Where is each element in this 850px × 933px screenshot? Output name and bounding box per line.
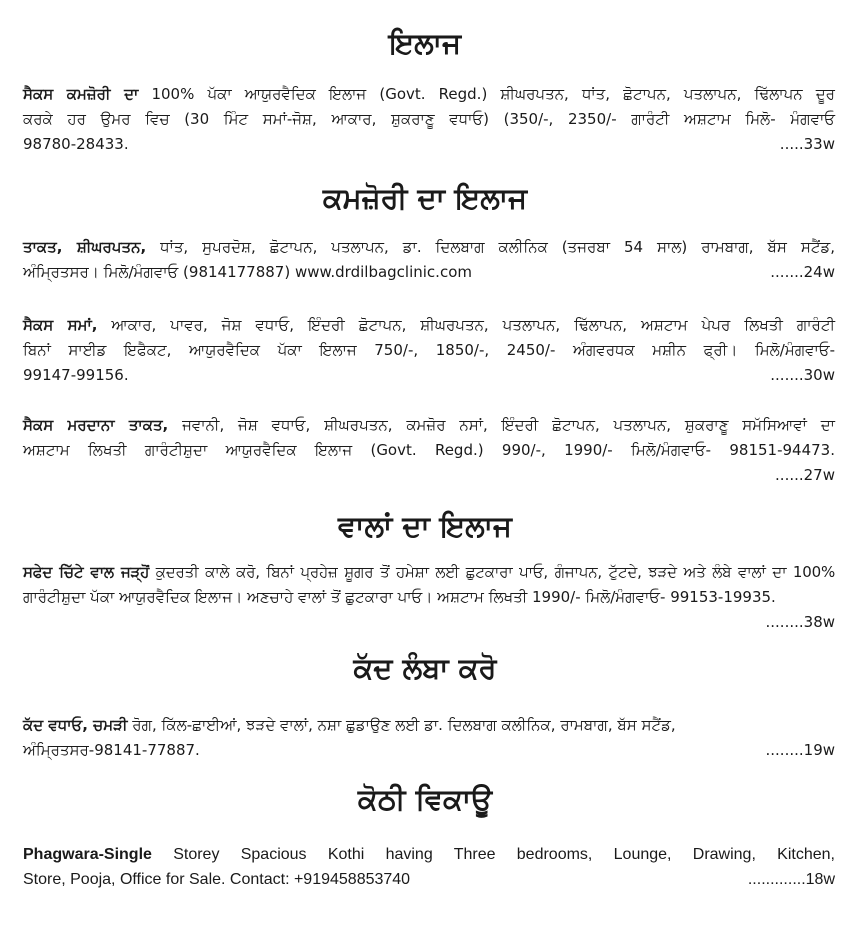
- ad-line: [23, 313, 835, 338]
- ad-lead: ਕੱਦ ਵਧਾਓ, ਚਮੜੀ: [23, 716, 128, 734]
- ad-code: .......24w: [770, 263, 835, 281]
- ad-lead: ਸੈਕਸ ਕਮਜ਼ੋਰੀ ਦਾ: [23, 85, 139, 103]
- ad-code: ........38w: [765, 613, 835, 631]
- ad-line: ਗਾਰੰਟੀਸ਼ੁਦਾ ਪੱਕਾ ਆਯੁਰਵੈਦਿਕ ਇਲਾਜ। ਅਣਚਾਹੇ ਵਾਲਾਂ ਤੋਂ ਛੁਟਕਾਰਾ ਪਾਓ। ਅਸ਼ਟਾਮ ਲਿਖਤੀ 1990/- ਮਿਲੋ/ਮੰਗਵਾਓ- 99153-19935.: [23, 588, 776, 606]
- heading-kamzori-da-ilaj: ਕਮਜ਼ੋਰੀ ਦਾ ਇਲਾਜ: [322, 181, 528, 215]
- ad-line: [23, 363, 835, 388]
- ad-text: ਧਾਂਤ, ਸੁਪਰਦੋਸ਼, ਛੋਟਾਪਨ, ਪਤਲਾਪਨ, ਡਾ. ਦਿਲਬਾਗ ਕਲੀਨਿਕ (ਤਜਰਬਾ 54 ਸਾਲ) ਰਾਮਬਾਗ, ਬੱਸ ਸਟੈਂਡ,: [160, 238, 835, 256]
- ad-line: [23, 713, 835, 738]
- ad-line: [23, 235, 835, 260]
- ad-text: Store, Pooja, Office for Sale. Contact: +919458853740: [23, 871, 411, 888]
- ad-code: ......27w: [775, 466, 835, 484]
- ad-line: [23, 82, 835, 107]
- ad-line: [23, 413, 835, 438]
- classified-ad: [23, 235, 835, 285]
- classified-ad: [23, 713, 835, 763]
- ad-lead: ਸੈਕਸ ਮਰਦਾਨਾ ਤਾਕਤ,: [23, 416, 169, 434]
- classified-ad: [23, 313, 835, 388]
- ad-phone: ਅੰਮ੍ਰਿਤਸਰ-98141-77887.: [23, 741, 200, 759]
- ad-line: [23, 842, 835, 867]
- ad-text: Storey Spacious Kothi having Three bedrooms, Lounge, Drawing, Kitchen,: [173, 846, 835, 863]
- ad-code: .............18w: [747, 871, 835, 888]
- heading-valan-da-ilaj: ਵਾਲਾਂ ਦਾ ਇਲਾਜ: [338, 509, 512, 543]
- ad-lead: ਸੈਕਸ ਸਮਾਂ,: [23, 316, 98, 334]
- ad-line: ਬਿਨਾਂ ਸਾਈਡ ਇਫੈਕਟ, ਆਯੁਰਵੈਦਿਕ ਪੱਕਾ ਇਲਾਜ 750/-, 1850/-, 2450/- ਅੰਗਵਰਧਕ ਮਸ਼ੀਨ ਫ੍ਰੀ। ਮਿਲੋ/ਮੰਗਵਾਓ-: [23, 341, 835, 359]
- ad-text: ਅੰਮ੍ਰਿਤਸਰ। ਮਿਲੋ/ਮੰਗਵਾਓ (9814177887) www.drdilbagclinic.com: [23, 263, 472, 281]
- ad-lead: Phagwara-Single: [23, 846, 152, 863]
- ad-text: ਕੁਦਰਤੀ ਕਾਲੇ ਕਰੋ, ਬਿਨਾਂ ਪ੍ਰਹੇਜ਼ ਸ਼ੂਗਰ ਤੋਂ ਹਮੇਸ਼ਾ ਲਈ ਛੁਟਕਾਰਾ ਪਾਓ, ਗੰਜਾਪਨ, ਟੁੱਟਦੇ, ਝੜਦੇ ਅਤੇ ਲੰਬੇ ਵਾਲਾਂ ਦਾ 100%: [155, 563, 835, 581]
- heading-kad-lamba-karo: ਕੱਦ ਲੰਬਾ ਕਰੋ: [353, 651, 497, 685]
- ad-line: [23, 560, 835, 585]
- ad-code: ........19w: [765, 741, 835, 759]
- ad-lead: ਸਫੇਦ ਚਿੱਟੇ ਵਾਲ ਜੜ੍ਹੋਂ: [23, 563, 150, 581]
- ad-text: ਰੋਗ, ਕਿੱਲ-ਛਾਈਆਂ, ਝੜਦੇ ਵਾਲਾਂ, ਨਸ਼ਾ ਛੁਡਾਉਣ ਲਈ ਡਾ. ਦਿਲਬਾਗ ਕਲੀਨਿਕ, ਰਾਮਬਾਗ, ਬੱਸ ਸਟੈਂਡ,: [132, 716, 676, 734]
- heading-kothi-vikau: ਕੋਠੀ ਵਿਕਾਊ: [357, 782, 493, 816]
- ad-line: [23, 867, 835, 892]
- ad-phone: 99147-99156.: [23, 366, 129, 384]
- heading-ilaj: ਇਲਾਜ: [388, 26, 462, 60]
- classified-ad: [23, 82, 835, 157]
- ad-line: [23, 738, 835, 763]
- ad-line: ਕਰਕੇ ਹਰ ਉਮਰ ਵਿਚ (30 ਮਿੰਟ ਸਮਾਂ-ਜੋਸ਼, ਆਕਾਰ, ਸ਼ੁਕਰਾਣੂ ਵਧਾਓ) (350/-, 2350/- ਗਾਰੰਟੀ ਅਸ਼ਟਾਮ ਮਿਲੋ- ਮੰਗਵਾਓ: [23, 110, 835, 128]
- ad-line: ਅਸ਼ਟਾਮ ਲਿਖਤੀ ਗਾਰੰਟੀਸ਼ੁਦਾ ਆਯੁਰਵੈਦਿਕ ਇਲਾਜ (Govt. Regd.) 990/-, 1990/- ਮਿਲੋ/ਮੰਗਵਾਓ- 98151-94473.: [23, 441, 835, 459]
- ad-text: ਆਕਾਰ, ਪਾਵਰ, ਜੋਸ਼ ਵਧਾਓ, ਇੰਦਰੀ ਛੋਟਾਪਨ, ਸ਼ੀਘਰਪਤਨ, ਪਤਲਾਪਨ, ਢਿੱਲਾਪਨ, ਅਸ਼ਟਾਮ ਪੇਪਰ ਲਿਖਤੀ ਗਾਰੰਟੀ: [111, 316, 835, 334]
- ad-text: ਜਵਾਨੀ, ਜੋਸ਼ ਵਧਾਓ, ਸ਼ੀਘਰਪਤਨ, ਕਮਜ਼ੋਰ ਨਸਾਂ, ਇੰਦਰੀ ਛੋਟਾਪਨ, ਪਤਲਾਪਨ, ਸ਼ੁਕਰਾਣੂ ਸਮੱਸਿਆਵਾਂ ਦਾ: [182, 416, 835, 434]
- classified-ad: [23, 842, 835, 892]
- ad-text: 100% ਪੱਕਾ ਆਯੁਰਵੈਦਿਕ ਇਲਾਜ (Govt. Regd.) ਸ਼ੀਘਰਪਤਨ, ਧਾਂਤ, ਛੋਟਾਪਨ, ਪਤਲਾਪਨ, ਢਿੱਲਾਪਨ ਦੂਰ: [151, 85, 835, 103]
- ad-line: [23, 260, 835, 285]
- classified-ad: [23, 413, 835, 488]
- classified-ad: [23, 560, 835, 635]
- ad-phone: 98780-28433.: [23, 135, 129, 153]
- ad-line: [23, 132, 835, 157]
- ad-code: .......30w: [770, 366, 835, 384]
- ad-code: .....33w: [779, 135, 835, 153]
- ad-lead: ਤਾਕਤ, ਸ਼ੀਘਰਪਤਨ,: [23, 238, 147, 256]
